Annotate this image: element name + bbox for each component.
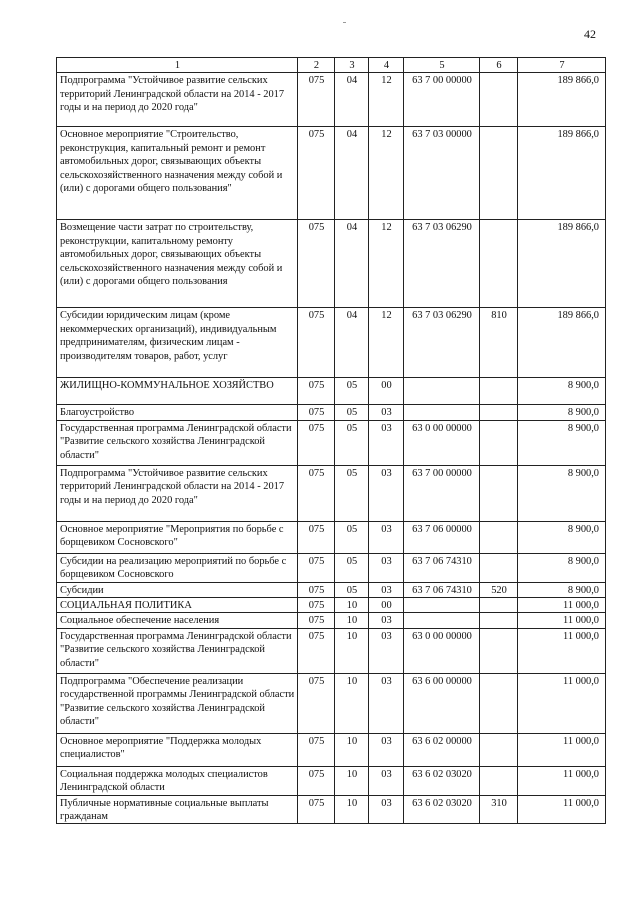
row-value-cell: 075 — [298, 795, 335, 824]
row-name-cell: Государственная программа Ленинградской области "Развитие сельского хозяйства Ленинградской области" — [57, 628, 298, 673]
row-value-cell: 075 — [298, 465, 335, 521]
row-value-cell: 63 7 06 74310 — [404, 553, 480, 582]
row-value-cell — [480, 733, 518, 766]
row-value-cell: 03 — [369, 405, 404, 420]
row-value-cell: 03 — [369, 673, 404, 733]
row-value-cell: 05 — [335, 465, 369, 521]
row-name-cell: ЖИЛИЩНО-КОММУНАЛЬНОЕ ХОЗЯЙСТВО — [57, 378, 298, 405]
budget-table — [56, 57, 606, 824]
row-value-cell: 075 — [298, 582, 335, 597]
row-value-cell: 810 — [480, 308, 518, 378]
table-row — [57, 220, 606, 308]
row-value-cell: 03 — [369, 521, 404, 553]
row-name-cell: Основное мероприятие "Строительство, реконструкция, капитальный ремонт и ремонт автомобильных дорог, связывающих объекты сельскохозяйственного назначения между собой и (или) с дорогами общего пользования" — [57, 127, 298, 220]
row-value-cell: 63 7 03 06290 — [404, 220, 480, 308]
row-value-cell: 8 900,0 — [518, 553, 606, 582]
row-value-cell: 8 900,0 — [518, 420, 606, 465]
row-value-cell: 8 900,0 — [518, 582, 606, 597]
row-name-cell: Основное мероприятие "Мероприятия по борьбе с борщевиком Сосновского" — [57, 521, 298, 553]
row-value-cell: 05 — [335, 378, 369, 405]
row-value-cell: 04 — [335, 73, 369, 127]
row-value-cell: 03 — [369, 766, 404, 795]
row-value-cell: 04 — [335, 127, 369, 220]
row-value-cell: 10 — [335, 795, 369, 824]
row-value-cell: 10 — [335, 628, 369, 673]
row-value-cell: 075 — [298, 405, 335, 420]
row-value-cell: 075 — [298, 220, 335, 308]
table-row — [57, 127, 606, 220]
row-value-cell: 11 000,0 — [518, 673, 606, 733]
row-value-cell — [404, 613, 480, 628]
row-value-cell: 075 — [298, 673, 335, 733]
row-name-cell: Подпрограмма "Устойчивое развитие сельских территорий Ленинградской области на 2014 - 2017 годы и на период до 2020 года" — [57, 465, 298, 521]
row-value-cell: 189 866,0 — [518, 220, 606, 308]
row-value-cell: 075 — [298, 378, 335, 405]
row-value-cell — [404, 378, 480, 405]
row-value-cell: 03 — [369, 733, 404, 766]
row-value-cell: 10 — [335, 598, 369, 613]
page-number: 42 — [584, 27, 596, 41]
row-value-cell: 04 — [335, 220, 369, 308]
row-value-cell: 63 7 00 00000 — [404, 465, 480, 521]
row-name-cell: Социальная поддержка молодых специалистов Ленинградской области — [57, 766, 298, 795]
table-row — [57, 553, 606, 582]
row-value-cell: 03 — [369, 465, 404, 521]
table-row — [57, 628, 606, 673]
row-value-cell: 12 — [369, 127, 404, 220]
header-row — [57, 58, 606, 73]
row-value-cell: 03 — [369, 628, 404, 673]
row-value-cell — [480, 378, 518, 405]
row-value-cell: 63 0 00 00000 — [404, 420, 480, 465]
table-row — [57, 613, 606, 628]
table-row — [57, 733, 606, 766]
header-cell: 3 — [335, 58, 369, 73]
row-value-cell: 63 7 03 06290 — [404, 308, 480, 378]
row-value-cell: 075 — [298, 628, 335, 673]
row-value-cell: 075 — [298, 308, 335, 378]
row-value-cell — [480, 553, 518, 582]
header-cell: 7 — [518, 58, 606, 73]
row-value-cell: 075 — [298, 127, 335, 220]
table-row — [57, 378, 606, 405]
row-value-cell: 05 — [335, 553, 369, 582]
table-row — [57, 521, 606, 553]
row-value-cell — [480, 73, 518, 127]
row-value-cell: 05 — [335, 405, 369, 420]
row-value-cell: 63 6 00 00000 — [404, 673, 480, 733]
row-value-cell — [404, 598, 480, 613]
row-name-cell: Государственная программа Ленинградской области "Развитие сельского хозяйства Ленинградской области" — [57, 420, 298, 465]
row-name-cell: Основное мероприятие "Поддержка молодых специалистов" — [57, 733, 298, 766]
row-value-cell: 075 — [298, 613, 335, 628]
row-value-cell — [480, 766, 518, 795]
table-row — [57, 673, 606, 733]
row-value-cell — [480, 673, 518, 733]
row-value-cell: 11 000,0 — [518, 598, 606, 613]
table-row — [57, 420, 606, 465]
row-value-cell: 075 — [298, 598, 335, 613]
row-value-cell: 03 — [369, 795, 404, 824]
row-value-cell: 11 000,0 — [518, 733, 606, 766]
row-value-cell: 03 — [369, 613, 404, 628]
table-row — [57, 598, 606, 613]
row-value-cell: 189 866,0 — [518, 73, 606, 127]
row-value-cell: 189 866,0 — [518, 308, 606, 378]
row-value-cell: 075 — [298, 521, 335, 553]
row-name-cell: Субсидии юридическим лицам (кроме некоммерческих организаций), индивидуальным предпринимателям, физическим лицам - производителям товаров, работ, услуг — [57, 308, 298, 378]
row-value-cell: 310 — [480, 795, 518, 824]
row-value-cell: 05 — [335, 582, 369, 597]
row-value-cell: 00 — [369, 378, 404, 405]
row-value-cell: 04 — [335, 308, 369, 378]
row-value-cell: 63 7 00 00000 — [404, 73, 480, 127]
row-value-cell: 075 — [298, 553, 335, 582]
row-value-cell — [480, 521, 518, 553]
row-name-cell: Возмещение части затрат по строительству, реконструкции, капитальному ремонту автомобильных дорог, связывающих объекты сельскохозяйственного назначения между собой и (или) с дорогами общего пользования — [57, 220, 298, 308]
row-value-cell: 075 — [298, 420, 335, 465]
row-value-cell: 8 900,0 — [518, 405, 606, 420]
row-name-cell: Подпрограмма "Устойчивое развитие сельских территорий Ленинградской области на 2014 - 2017 годы и на период до 2020 года" — [57, 73, 298, 127]
row-value-cell: 075 — [298, 766, 335, 795]
row-name-cell: Подпрограмма "Обеспечение реализации государственной программы Ленинградской области "Развитие сельского хозяйства Ленинградской области" — [57, 673, 298, 733]
row-value-cell: 11 000,0 — [518, 795, 606, 824]
row-value-cell: 63 7 06 00000 — [404, 521, 480, 553]
row-value-cell — [480, 420, 518, 465]
row-value-cell: 10 — [335, 766, 369, 795]
row-name-cell: Субсидии — [57, 582, 298, 597]
row-value-cell: 8 900,0 — [518, 378, 606, 405]
row-value-cell: 10 — [335, 613, 369, 628]
row-value-cell: 520 — [480, 582, 518, 597]
table-row — [57, 73, 606, 127]
row-value-cell — [480, 127, 518, 220]
row-value-cell: 63 7 03 00000 — [404, 127, 480, 220]
row-value-cell — [480, 220, 518, 308]
row-value-cell: 05 — [335, 521, 369, 553]
row-value-cell: 05 — [335, 420, 369, 465]
row-value-cell: 03 — [369, 582, 404, 597]
row-value-cell — [480, 405, 518, 420]
table-row — [57, 795, 606, 824]
row-name-cell: Социальное обеспечение населения — [57, 613, 298, 628]
table-row — [57, 308, 606, 378]
table-row — [57, 582, 606, 597]
row-value-cell: 63 7 06 74310 — [404, 582, 480, 597]
row-value-cell — [480, 613, 518, 628]
row-value-cell: 03 — [369, 553, 404, 582]
header-cell: 5 — [404, 58, 480, 73]
row-name-cell: Публичные нормативные социальные выплаты гражданам — [57, 795, 298, 824]
header-cell: 6 — [480, 58, 518, 73]
table-row — [57, 465, 606, 521]
row-value-cell — [480, 465, 518, 521]
row-value-cell — [480, 598, 518, 613]
row-value-cell: 11 000,0 — [518, 766, 606, 795]
header-cell: 4 — [369, 58, 404, 73]
row-name-cell: Благоустройство — [57, 405, 298, 420]
scan-speck — [343, 22, 346, 23]
row-name-cell: СОЦИАЛЬНАЯ ПОЛИТИКА — [57, 598, 298, 613]
header-cell: 2 — [298, 58, 335, 73]
row-value-cell: 11 000,0 — [518, 613, 606, 628]
row-value-cell: 075 — [298, 73, 335, 127]
row-name-cell: Субсидии на реализацию мероприятий по борьбе с борщевиком Сосновского — [57, 553, 298, 582]
row-value-cell: 12 — [369, 73, 404, 127]
row-value-cell — [404, 405, 480, 420]
row-value-cell: 189 866,0 — [518, 127, 606, 220]
row-value-cell: 03 — [369, 420, 404, 465]
row-value-cell: 8 900,0 — [518, 521, 606, 553]
row-value-cell: 63 6 02 03020 — [404, 795, 480, 824]
row-value-cell: 075 — [298, 733, 335, 766]
row-value-cell: 00 — [369, 598, 404, 613]
row-value-cell: 11 000,0 — [518, 628, 606, 673]
row-value-cell: 12 — [369, 220, 404, 308]
header-cell: 1 — [57, 58, 298, 73]
table-row — [57, 405, 606, 420]
table-body — [57, 58, 606, 824]
row-value-cell: 63 6 02 03020 — [404, 766, 480, 795]
row-value-cell: 63 0 00 00000 — [404, 628, 480, 673]
table-row — [57, 766, 606, 795]
row-value-cell: 12 — [369, 308, 404, 378]
row-value-cell: 10 — [335, 733, 369, 766]
row-value-cell: 63 6 02 00000 — [404, 733, 480, 766]
row-value-cell: 10 — [335, 673, 369, 733]
row-value-cell: 8 900,0 — [518, 465, 606, 521]
row-value-cell — [480, 628, 518, 673]
